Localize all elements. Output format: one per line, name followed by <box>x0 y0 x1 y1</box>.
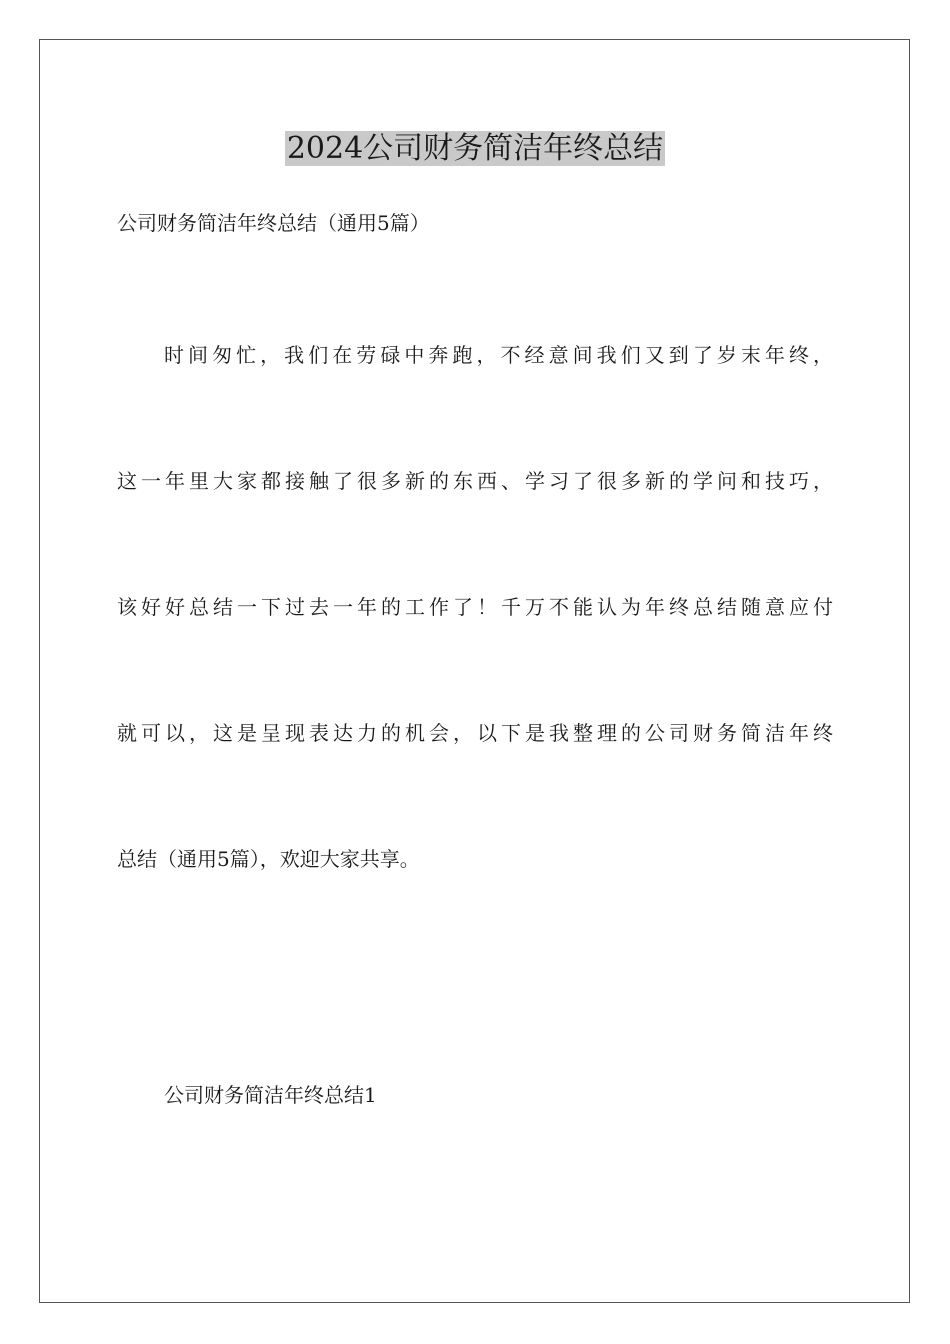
intro-line: 总结（通用5篇），欢迎大家共享。 <box>117 847 420 871</box>
intro-line: 这一年里大家都接触了很多新的东西、学习了很多新的学问和技巧， <box>117 469 833 493</box>
document-title <box>0 126 950 172</box>
intro-paragraph <box>117 334 833 964</box>
section-heading: 公司财务简洁年终总结1 <box>164 1083 377 1107</box>
document-subtitle: 公司财务简洁年终总结（通用5篇） <box>117 211 430 235</box>
intro-line: 就可以，这是呈现表达力的机会，以下是我整理的公司财务简洁年终 <box>117 721 833 745</box>
intro-line: 该好好总结一下过去一年的工作了！千万不能认为年终总结随意应付 <box>117 595 833 619</box>
intro-line: 时间匆忙，我们在劳碌中奔跑，不经意间我们又到了岁末年终， <box>164 343 833 367</box>
title-highlight: 2024公司财务简洁年终总结 <box>286 131 664 166</box>
